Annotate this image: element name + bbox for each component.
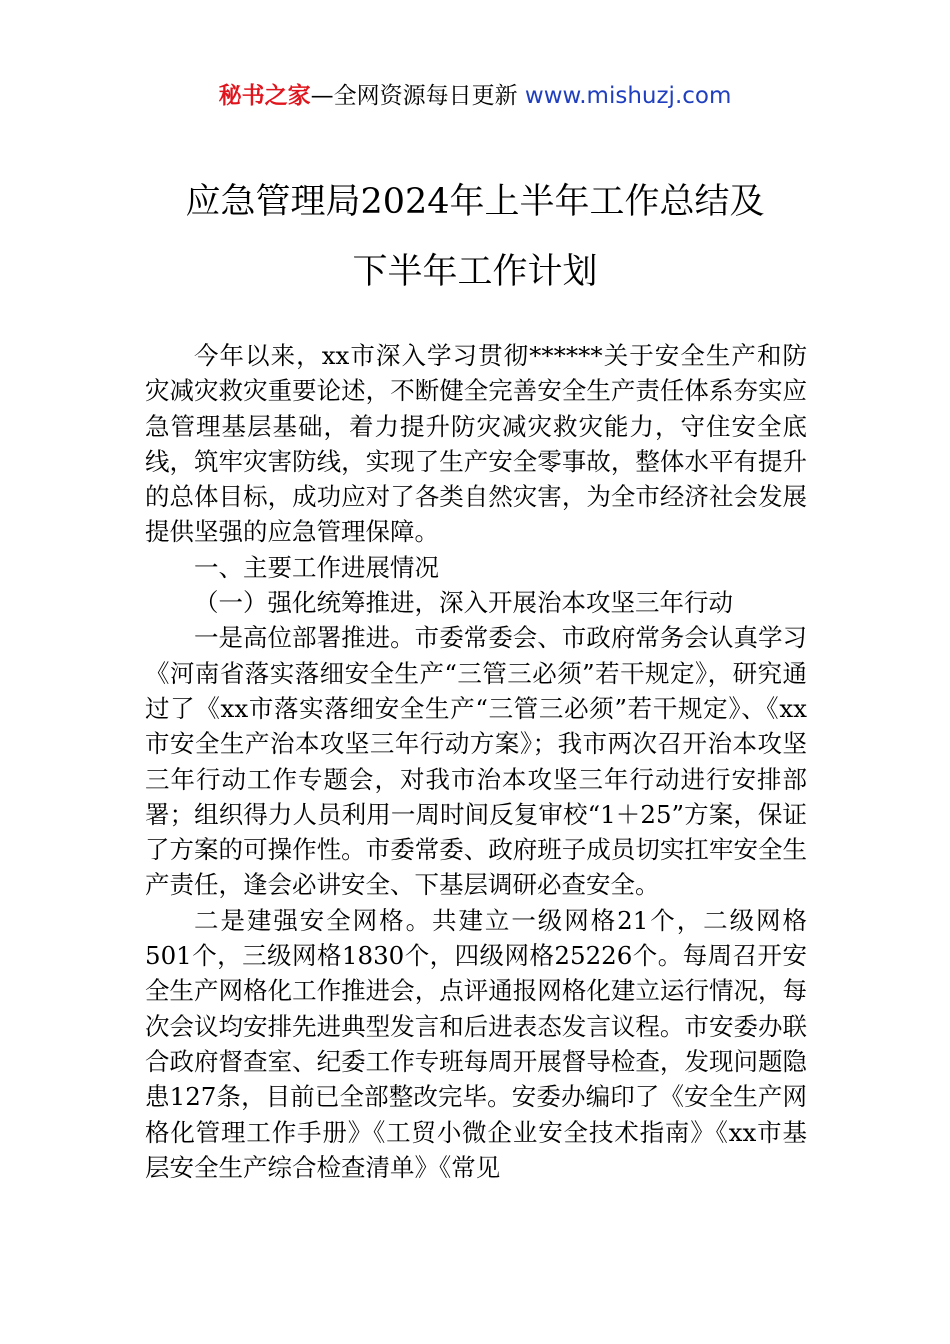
body-paragraph: 一是高位部署推进。市委常委会、市政府常务会认真学习《河南省落实落细安全生产“三管三必须”若干规定》，研究通过了《xx市落实落细安全生产“三管三必须”若干规定》、《xx市安全生产治本攻坚三年行动方案》；我市两次召开治本攻坚三年行动工作专题会，对我市治本攻坚三年行动进行安排部署；组织得力人员利用一周时间反复审校“1＋25”方案，保证了方案的可操作性。市委常委、政府班子成员切实扛牢安全生产责任，逢会必讲安全、下基层调研必查安全。: [145, 623, 807, 900]
brand-name: 秘书之家: [218, 83, 311, 109]
document-body: [145, 338, 807, 1185]
intro-paragraph: 今年以来，xx市深入学习贯彻******关于安全生产和防灾减灾救灾重要论述，不断健全完善安全生产责任体系夯实应急管理基层基础，着力提升防灾减灾救灾能力，守住安全底线，筑牢灾害防线，实现了生产安全零事故，整体水平有提升的总体目标，成功应对了各类自然灾害，为全市经济社会发展提供坚强的应急管理保障。: [145, 341, 807, 547]
body-paragraph: 二是建强安全网格。共建立一级网格21个，二级网格501个，三级网格1830个，四级网格25226个。每周召开安全生产网格化工作推进会，点评通报网格化建立运行情况，每次会议均安排先进典型发言和后进表态发言议程。市安委办联合政府督查室、纪委工作专班每周开展督导检查，发现问题隐患127条，目前已全部整改完毕。安委办编印了《安全生产网格化管理工作手册》《工贸小微企业安全技术指南》《xx市基层安全生产综合检查清单》《常见: [145, 905, 807, 1182]
site-url-link[interactable]: www.mishuzj.com: [524, 83, 732, 109]
site-header: [0, 80, 950, 112]
document-title-line-1: 应急管理局2024年上半年工作总结及: [185, 182, 765, 222]
header-tagline: —全网资源每日更新: [310, 83, 525, 109]
section-heading-1: 一、主要工作进展情况: [194, 552, 439, 582]
document-title-line-2: 下半年工作计划: [352, 252, 598, 292]
subsection-heading-1: （一）强化统筹推进，深入开展治本攻坚三年行动: [194, 588, 733, 618]
